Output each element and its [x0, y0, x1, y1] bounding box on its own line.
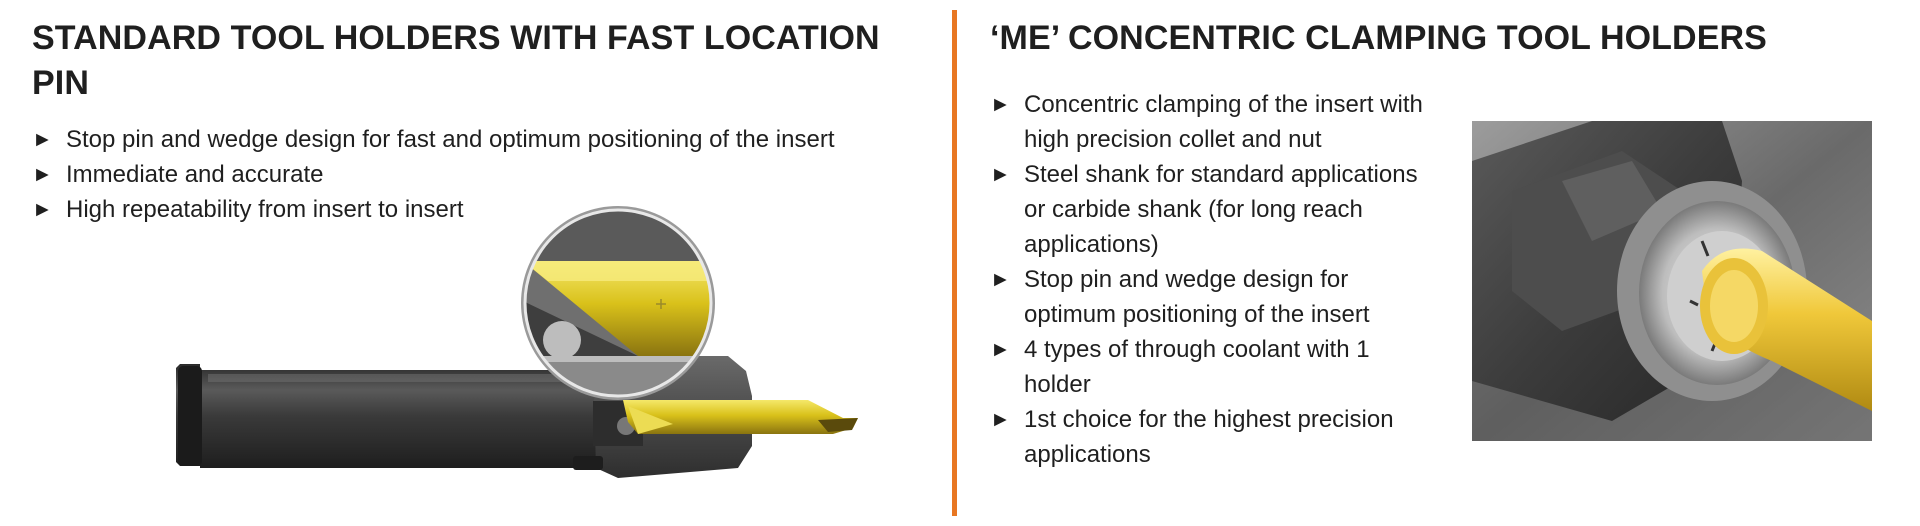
list-item: ► Immediate and accurate [32, 157, 912, 192]
bullet-arrow-icon: ► [32, 128, 53, 151]
bullet-arrow-icon: ► [990, 163, 1011, 186]
section-divider [952, 10, 957, 516]
bullet-arrow-icon: ► [32, 198, 53, 221]
list-item: ► 4 types of through coolant with 1 holder [990, 332, 1430, 402]
bullet-arrow-icon: ► [990, 338, 1011, 361]
me-holders-title: ‘ME’ CONCENTRIC CLAMPING TOOL HOLDERS [990, 19, 1767, 57]
bullet-arrow-icon: ► [990, 408, 1011, 431]
list-item: ► High repeatability from insert to insert [32, 192, 912, 227]
holder-shank [176, 364, 598, 468]
list-item: ► Concentric clamping of the insert with high precision collet and nut [990, 87, 1430, 157]
standard-holders-title: STANDARD TOOL HOLDERS WITH FAST LOCATION PIN [32, 19, 880, 102]
collet-chuck-photo [1472, 121, 1872, 441]
bullet-arrow-icon: ► [990, 93, 1011, 116]
bullet-arrow-icon: ► [990, 268, 1011, 291]
tool-holder-illustration [168, 206, 880, 482]
bullet-arrow-icon: ► [32, 163, 53, 186]
gold-boring-bar [623, 400, 858, 434]
me-holders-feature-list [990, 87, 1430, 472]
list-item: ► Stop pin and wedge design for optimum positioning of the insert [990, 262, 1430, 332]
list-item: ► Steel shank for standard applications or carbide shank (for long reach applications) [990, 157, 1430, 262]
list-item: ► Stop pin and wedge design for fast and optimum positioning of the insert [32, 122, 912, 157]
list-item: ► 1st choice for the highest precision applications [990, 402, 1430, 472]
